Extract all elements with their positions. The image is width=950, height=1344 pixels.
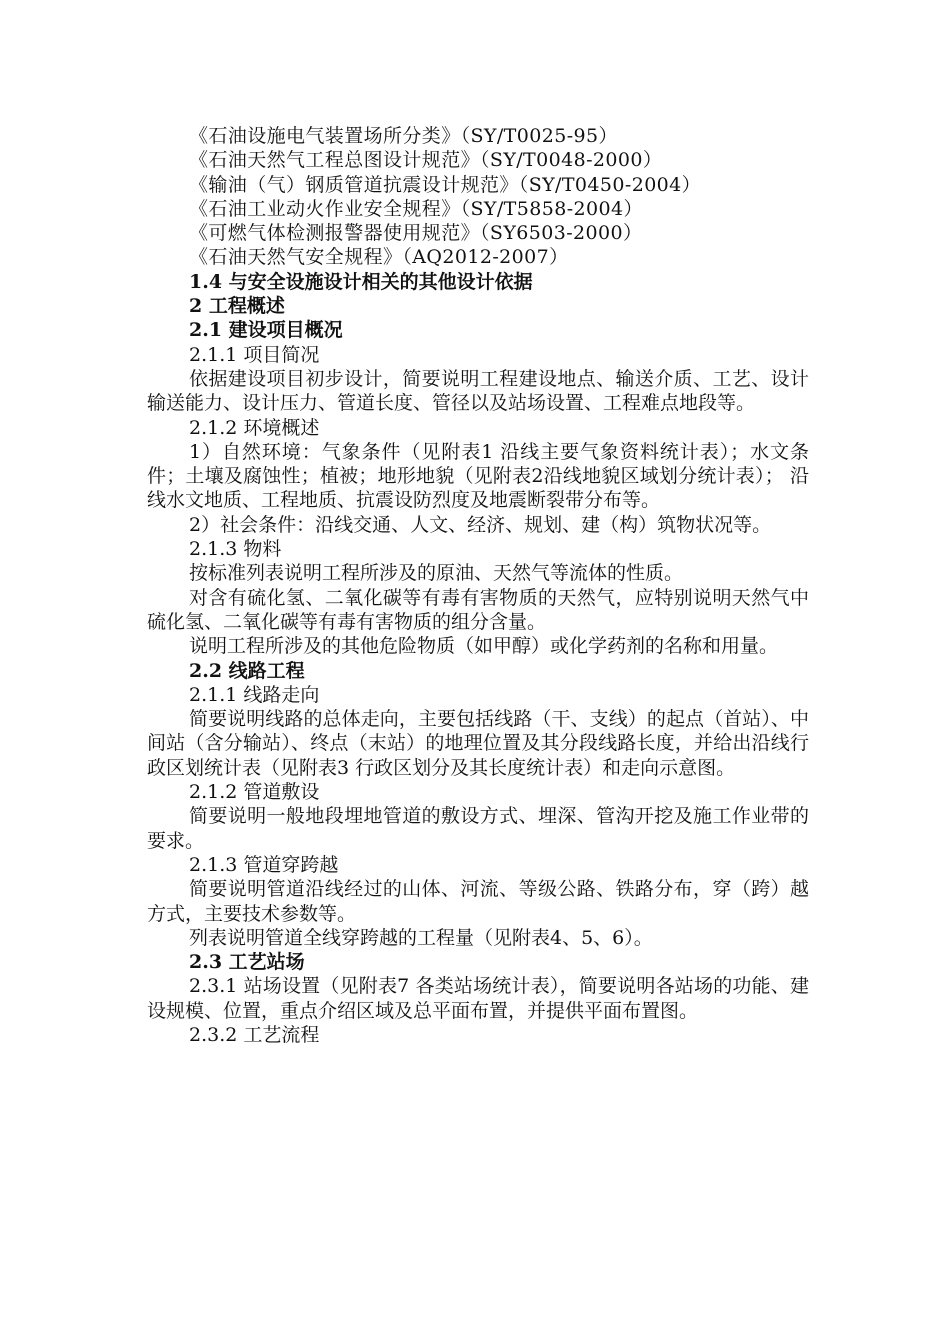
- paragraph: 1）自然环境：气象条件（见附表1 沿线主要气象资料统计表）；水文条件；土壤及腐蚀性；植被；地形地貌（见附表2沿线地貌区域划分统计表）； 沿线水文地质、工程地质、抗震设防烈度及地震断裂带分布等。: [147, 440, 809, 512]
- paragraph: 对含有硫化氢、二氧化碳等有毒有害物质的天然气，应特别说明天然气中硫化氢、二氧化碳等有毒有害物质的组分含量。: [147, 586, 809, 633]
- paragraph: 简要说明管道沿线经过的山体、河流、等级公路、铁路分布，穿（跨）越方式，主要技术参数等。: [147, 878, 809, 925]
- subsection-heading: 2.1.1 线路走向: [189, 683, 320, 706]
- paragraph: 简要说明线路的总体走向，主要包括线路（干、支线）的起点（首站）、中间站（含分输站）、终点（末站）的地理位置及其分段线路长度，并给出沿线行政区划统计表（见附表3 行政区划分及其长度统计表）和走向示意图。: [147, 708, 809, 779]
- section-heading-2-2: 2.2 线路工程: [189, 659, 305, 682]
- document-body: [147, 124, 809, 1047]
- subsection-heading: 2.1.3 物料: [189, 538, 282, 561]
- reference-item: 《石油天然气工程总图设计规范》（SY/T0048-2000）: [189, 149, 663, 172]
- paragraph: 2）社会条件：沿线交通、人文、经济、规划、建（构）筑物状况等。: [189, 513, 772, 536]
- section-heading-2-3: 2.3 工艺站场: [189, 951, 305, 974]
- subsection-heading: 2.1.2 管道敷设: [189, 781, 320, 804]
- paragraph: 2.3.1 站场设置（见附表7 各类站场统计表），简要说明各站场的功能、建设规模、位置，重点介绍区域及总平面布置，并提供平面布置图。: [147, 975, 809, 1022]
- paragraph: 简要说明一般地段埋地管道的敷设方式、埋深、管沟开挖及施工作业带的要求。: [147, 805, 809, 852]
- subsection-heading: 2.1.3 管道穿跨越: [189, 853, 339, 876]
- paragraph: 说明工程所涉及的其他危险物质（如甲醇）或化学药剂的名称和用量。: [189, 635, 779, 658]
- chapter-heading-2: 2 工程概述: [189, 295, 285, 318]
- subsection-heading: 2.3.2 工艺流程: [189, 1023, 320, 1046]
- paragraph: 列表说明管道全线穿跨越的工程量（见附表4、5、6）。: [189, 926, 653, 949]
- section-heading-2-1: 2.1 建设项目概况: [189, 319, 343, 342]
- reference-item: 《可燃气体检测报警器使用规范》（SY6503-2000）: [189, 222, 643, 245]
- subsection-heading: 2.1.1 项目简况: [189, 343, 320, 366]
- reference-item: 《输油（气）钢质管道抗震设计规范》（SY/T0450-2004）: [189, 173, 702, 196]
- paragraph: 按标准列表说明工程所涉及的原油、天然气等流体的性质。: [189, 562, 684, 585]
- reference-item: 《石油工业动火作业安全规程》（SY/T5858-2004）: [189, 197, 643, 220]
- reference-item: 《石油天然气安全规程》（AQ2012-2007）: [189, 246, 569, 269]
- subsection-heading: 2.1.2 环境概述: [189, 416, 320, 439]
- reference-item: 《石油设施电气装置场所分类》（SY/T0025-95）: [189, 125, 618, 147]
- paragraph: 依据建设项目初步设计，简要说明工程建设地点、输送介质、工艺、设计输送能力、设计压力、管道长度、管径以及站场设置、工程难点地段等。: [147, 367, 809, 415]
- section-heading-1-4: 1.4 与安全设施设计相关的其他设计依据: [189, 270, 533, 293]
